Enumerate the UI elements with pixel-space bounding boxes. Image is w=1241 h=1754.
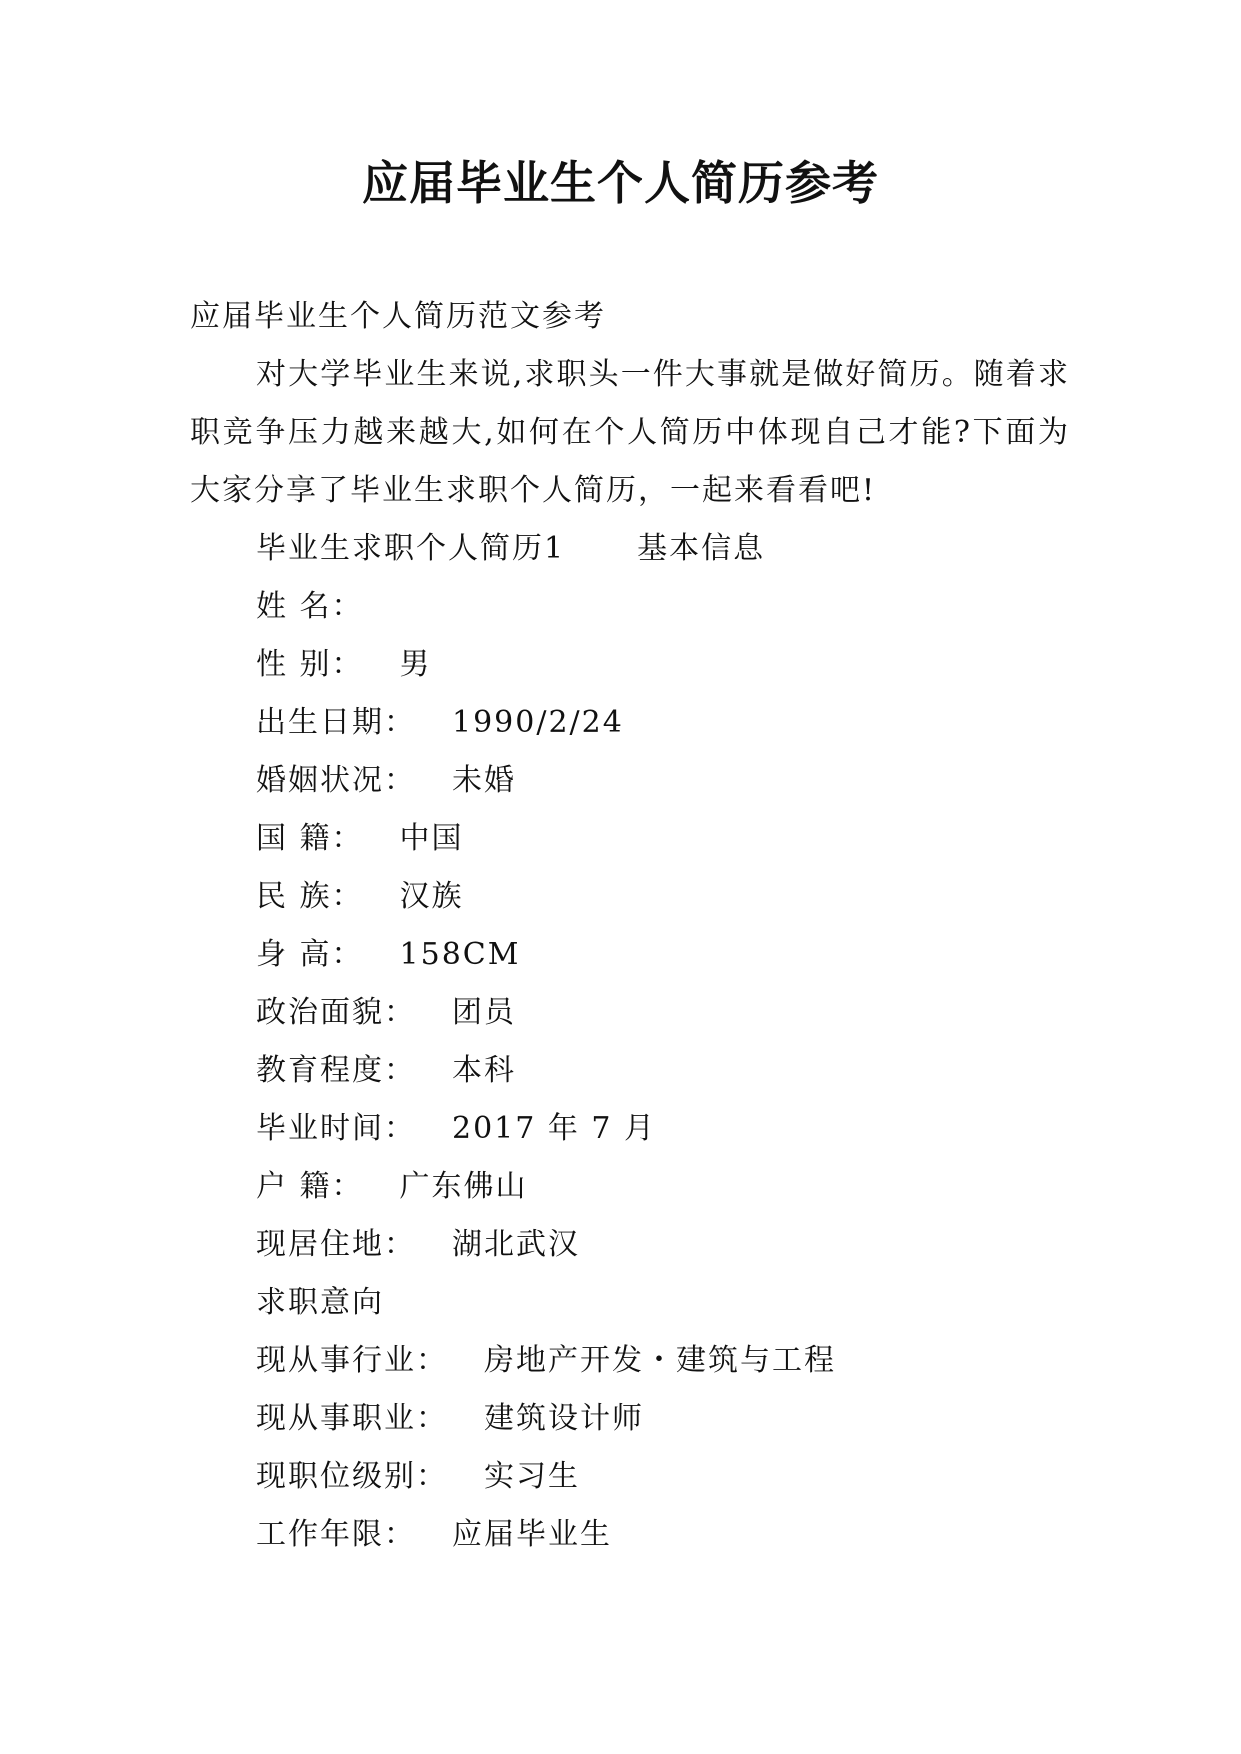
job-field-label: 现职位级别：	[256, 1459, 448, 1494]
basic-info-heading: 基本信息	[637, 531, 766, 566]
field-row	[190, 1216, 1070, 1274]
subtitle: 应届毕业生个人简历范文参考	[190, 299, 606, 334]
field-row	[190, 810, 1070, 868]
field-label: 户 籍：	[256, 1169, 364, 1204]
resume-heading: 毕业生求职个人简历1	[256, 531, 566, 566]
field-label: 民 族：	[256, 879, 364, 914]
field-value: 中国	[399, 821, 464, 856]
job-field-label: 工作年限：	[256, 1517, 416, 1552]
job-field-value: 实习生	[484, 1459, 580, 1494]
field-row	[190, 752, 1070, 810]
field-label: 毕业时间：	[256, 1111, 416, 1146]
field-label: 国 籍：	[256, 821, 364, 856]
field-row	[190, 984, 1070, 1042]
job-field-label: 现从事职业：	[256, 1401, 448, 1436]
job-field-value: 建筑设计师	[484, 1401, 644, 1436]
field-value: 男	[399, 647, 432, 682]
field-row	[190, 926, 1070, 984]
field-row	[190, 1100, 1070, 1158]
document-body	[190, 288, 1070, 1564]
document-title: 应届毕业生个人简历参考	[362, 156, 879, 210]
job-field-row	[190, 1390, 1070, 1448]
field-value: 158CM	[399, 937, 521, 972]
field-label: 性 别：	[256, 647, 364, 682]
job-field-value: 房地产开发・建筑与工程	[484, 1343, 836, 1378]
field-label: 身 高：	[256, 937, 364, 972]
field-value: 2017 年 7 月	[452, 1111, 657, 1146]
field-label: 婚姻状况：	[256, 763, 416, 798]
field-row	[190, 868, 1070, 926]
field-label: 现居住地：	[256, 1227, 416, 1262]
job-field-value: 应届毕业生	[452, 1517, 612, 1552]
field-label: 政治面貌：	[256, 995, 416, 1030]
field-value: 湖北武汉	[452, 1227, 580, 1262]
field-value: 未婚	[452, 763, 516, 798]
field-value: 团员	[452, 995, 516, 1030]
field-row	[190, 578, 1070, 636]
field-label: 教育程度：	[256, 1053, 416, 1088]
job-intent-heading: 求职意向	[256, 1285, 384, 1320]
job-field-row	[190, 1506, 1070, 1564]
resume-heading-line	[190, 520, 1070, 578]
field-value: 本科	[452, 1053, 516, 1088]
job-field-row	[190, 1332, 1070, 1390]
field-value: 汉族	[399, 879, 464, 914]
intro-paragraph: 对大学毕业生来说,求职头一件大事就是做好简历。随着求职竞争压力越来越大,如何在个人简历中体现自己才能?下面为大家分享了毕业生求职个人简历，一起来看看吧!	[190, 357, 1070, 508]
field-row	[190, 694, 1070, 752]
field-label: 出生日期：	[256, 705, 416, 740]
field-row	[190, 636, 1070, 694]
field-row	[190, 1158, 1070, 1216]
job-field-row	[190, 1448, 1070, 1506]
field-label: 姓 名：	[256, 589, 364, 624]
field-value: 1990/2/24	[452, 705, 624, 740]
field-row	[190, 1042, 1070, 1100]
field-value: 广东佛山	[399, 1169, 528, 1204]
job-field-label: 现从事行业：	[256, 1343, 448, 1378]
